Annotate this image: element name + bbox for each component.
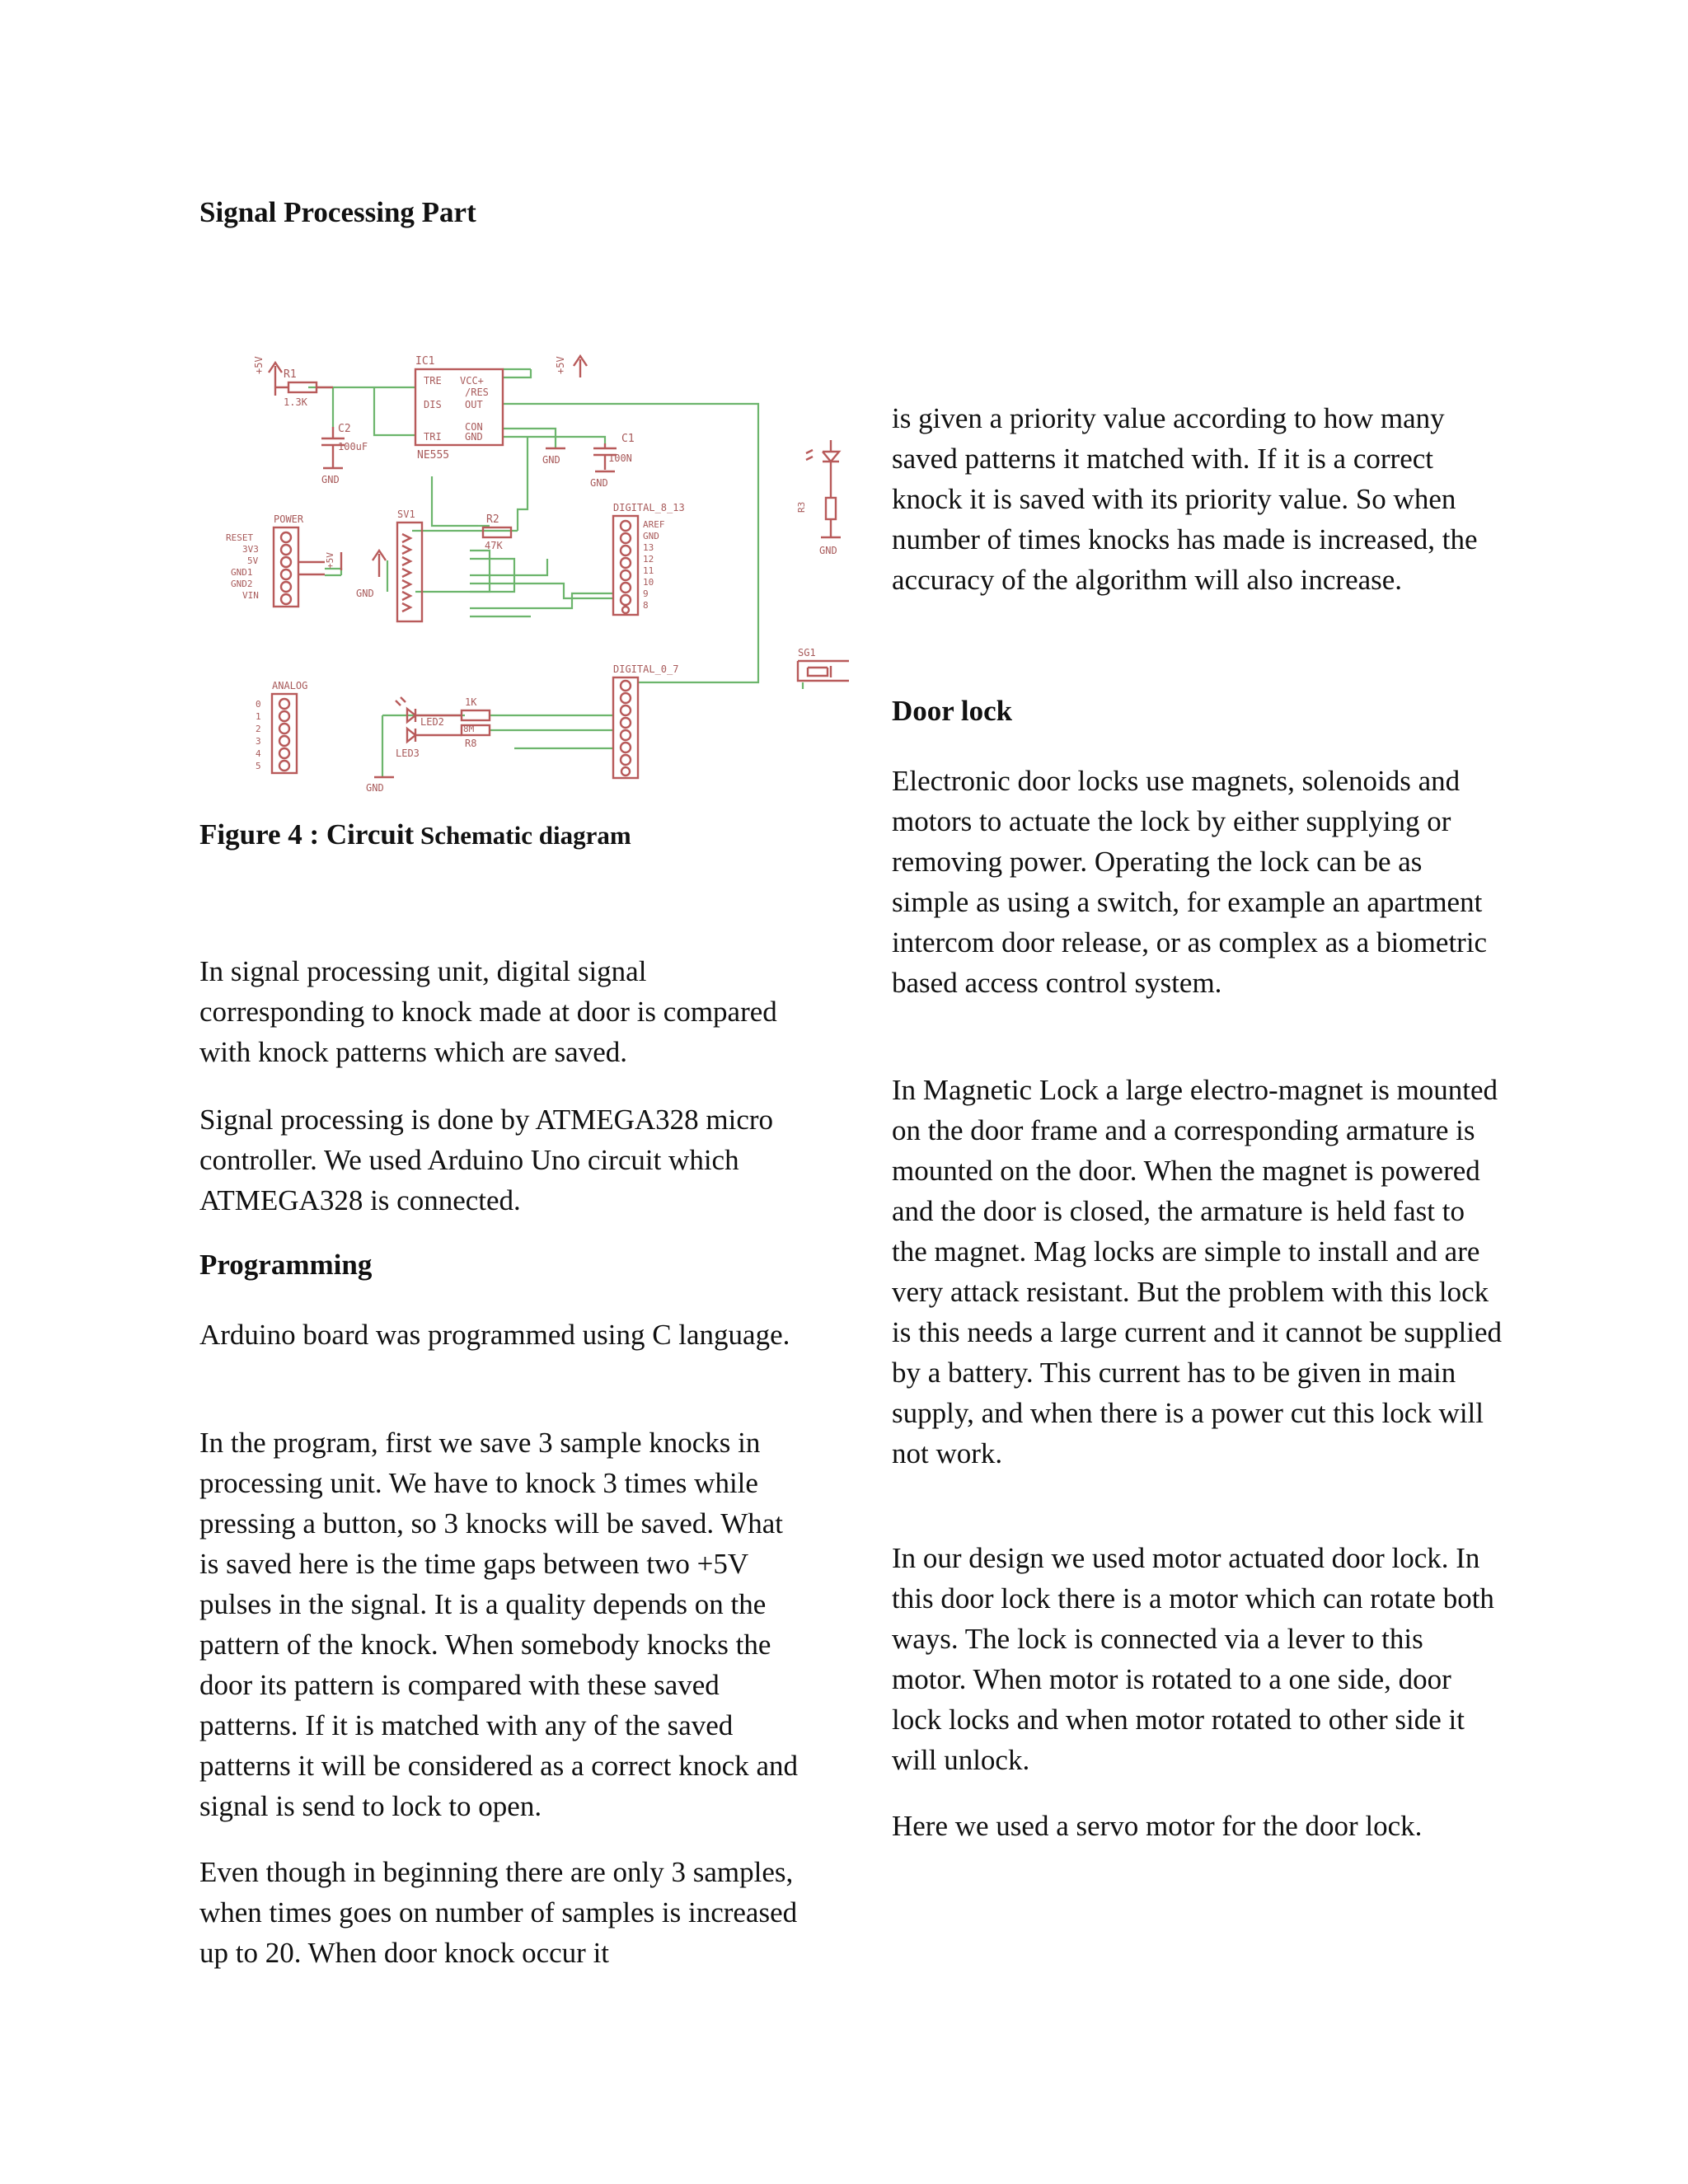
svg-text:GND: GND [321,474,340,485]
header-digital-0-7 [613,663,678,778]
svg-text:5: 5 [256,761,261,771]
paragraph-magnetic-lock: In Magnetic Lock a large electro-magnet is mounted on the door frame and a corresponding armature is mounted on the door. When the magnet is powered and the door is closed, the armature is held fast to the magnet. Mag locks are simple to install and are very attack resistant. But the problem with this lock is this needs a large current and it cannot be supplied by a battery. This current has to be given in main supply, and when there is a power cut this lock will not work. [892,1074,1502,1469]
svg-text:GND1: GND1 [231,567,253,578]
ground-symbol-1 [542,448,565,466]
svg-text:12: 12 [643,554,654,565]
svg-text:10: 10 [643,577,654,588]
paragraph-samples: Even though in beginning there are only 3 samples, when times goes on number of samples is increased up to 20. When door knock occur it [199,1856,798,1969]
ic1-ne555 [415,355,503,462]
svg-text:0: 0 [256,699,261,710]
paragraph-servo-motor: Here we used a servo motor for the door lock. [892,1810,1423,1842]
svg-text:DIGITAL_8_13: DIGITAL_8_13 [613,502,685,513]
paragraph-program-description: In the program, first we save 3 sample knocks in processing unit. We have to knock 3 times while pressing a button, so 3 knocks will be saved. What is saved here is the time gaps between two +5V pulses in the signal. It is a quality depends on the pattern of the knock. When somebody knocks the door its pattern is compared with these saved patterns. If it is matched with any of the saved patterns it will be considered as a correct knock and signal is send to lock to open. [199,1427,798,1822]
svg-text:2: 2 [256,724,261,734]
svg-text:GND: GND [366,782,384,794]
svg-text:/RES: /RES [465,387,489,398]
svg-text:DIS: DIS [424,399,442,410]
svg-text:GND: GND [590,477,608,489]
svg-text:+5V: +5V [253,356,265,374]
svg-text:R2: R2 [486,513,499,526]
svg-text:GND: GND [465,431,483,443]
svg-text:SG1: SG1 [798,647,816,658]
svg-text:GND: GND [819,545,837,556]
svg-text:NE555: NE555 [417,449,450,462]
resistor-r1 [275,368,333,408]
svg-text:TRE: TRE [424,375,442,387]
header-analog [256,680,307,773]
svg-text:IC1: IC1 [415,355,435,368]
svg-text:LED3: LED3 [396,748,420,759]
paragraph-atmega: Signal processing is done by ATMEGA328 micro controller. We used Arduino Uno circuit which ATMEGA328 is connected. [199,1104,774,1216]
svg-text:DIGITAL_0_7: DIGITAL_0_7 [613,663,679,675]
figure-caption [199,818,631,851]
circuit-schematic-diagram [218,336,849,798]
svg-text:R8: R8 [465,738,477,749]
svg-text:GND: GND [643,531,659,541]
schematic-wires [308,369,803,777]
svg-text:TRI: TRI [424,431,442,443]
svg-text:SV1: SV1 [397,509,415,520]
svg-text:VIN: VIN [242,590,259,601]
paragraph-priority-continued: is given a priority value according to how many saved patterns it matched with. If it is a correct knock it is saved with its priority value. So when number of times knocks has made is increased, the accuracy of the algorithm will also increase. [892,402,1478,596]
power-header [226,513,325,607]
svg-text:GND: GND [542,454,560,466]
svg-text:R3: R3 [796,501,807,513]
svg-text:11: 11 [643,565,654,576]
svg-text:CON: CON [465,421,483,433]
header-sv1 [397,509,422,621]
svg-text:ANALOG: ANALOG [272,680,308,691]
svg-text:+5V: +5V [555,356,566,374]
svg-text:OUT: OUT [465,399,483,410]
paragraph-arduino-language: Arduino board was programmed using C language. [199,1319,790,1351]
led-indicator [796,440,841,556]
svg-text:C2: C2 [338,423,351,435]
svg-text:GND2: GND2 [231,579,253,589]
paragraph-signal-unit: In signal processing unit, digital signal corresponding to knock made at door is compared with knock patterns which are saved. [199,955,777,1068]
svg-text:RESET: RESET [226,532,254,543]
section-heading-signal-processing: Signal Processing Part [199,196,476,228]
svg-text:POWER: POWER [274,513,304,525]
svg-text:GND: GND [356,588,374,599]
svg-text:13: 13 [643,542,654,553]
section-heading-door-lock: Door lock [892,695,1013,727]
header-digital-8-13 [613,502,685,615]
section-heading-programming: Programming [199,1249,373,1281]
svg-text:R1: R1 [284,368,297,381]
svg-text:8: 8 [643,600,649,611]
svg-text:AREF: AREF [643,519,665,530]
svg-text:1: 1 [256,711,261,722]
svg-text:5V: 5V [247,555,259,566]
svg-text:100uF: 100uF [338,441,368,452]
caption-text: Schematic diagram [414,821,631,850]
svg-text:1K: 1K [465,696,477,708]
caption-label: Figure 4 : Circuit [199,818,415,851]
capacitor-c1 [590,433,635,489]
svg-text:4: 4 [256,748,261,759]
leds-and-resistors [366,696,490,794]
svg-text:+5V: +5V [325,552,335,569]
svg-text:VCC+: VCC+ [460,375,484,387]
svg-text:C1: C1 [621,433,635,445]
svg-text:47K: 47K [485,540,503,551]
svg-text:8M: 8M [463,724,475,734]
svg-text:9: 9 [643,588,649,599]
capacitor-c2 [321,423,368,485]
svg-text:3V3: 3V3 [242,544,259,555]
svg-text:100N: 100N [608,452,632,464]
resistor-r2 [483,513,511,551]
svg-text:3: 3 [256,736,261,747]
paragraph-electronic-door-locks: Electronic door locks use magnets, solenoids and motors to actuate the lock by either supplying or removing power. Operating the lock can be as simple as using a switch, for example an apartment intercom door release, or as complex as a biometric based access control system. [892,765,1488,999]
svg-text:1.3K: 1.3K [284,396,307,408]
svg-text:LED2: LED2 [420,716,444,728]
speaker-sg1 [798,647,849,681]
paragraph-motor-lock: In our design we used motor actuated door lock. In this door lock there is a motor which can rotate both ways. The lock is connected via a lever to this motor. When motor is rotated to a one side, door lock locks and when motor rotated to other side it will unlock. [892,1542,1494,1776]
